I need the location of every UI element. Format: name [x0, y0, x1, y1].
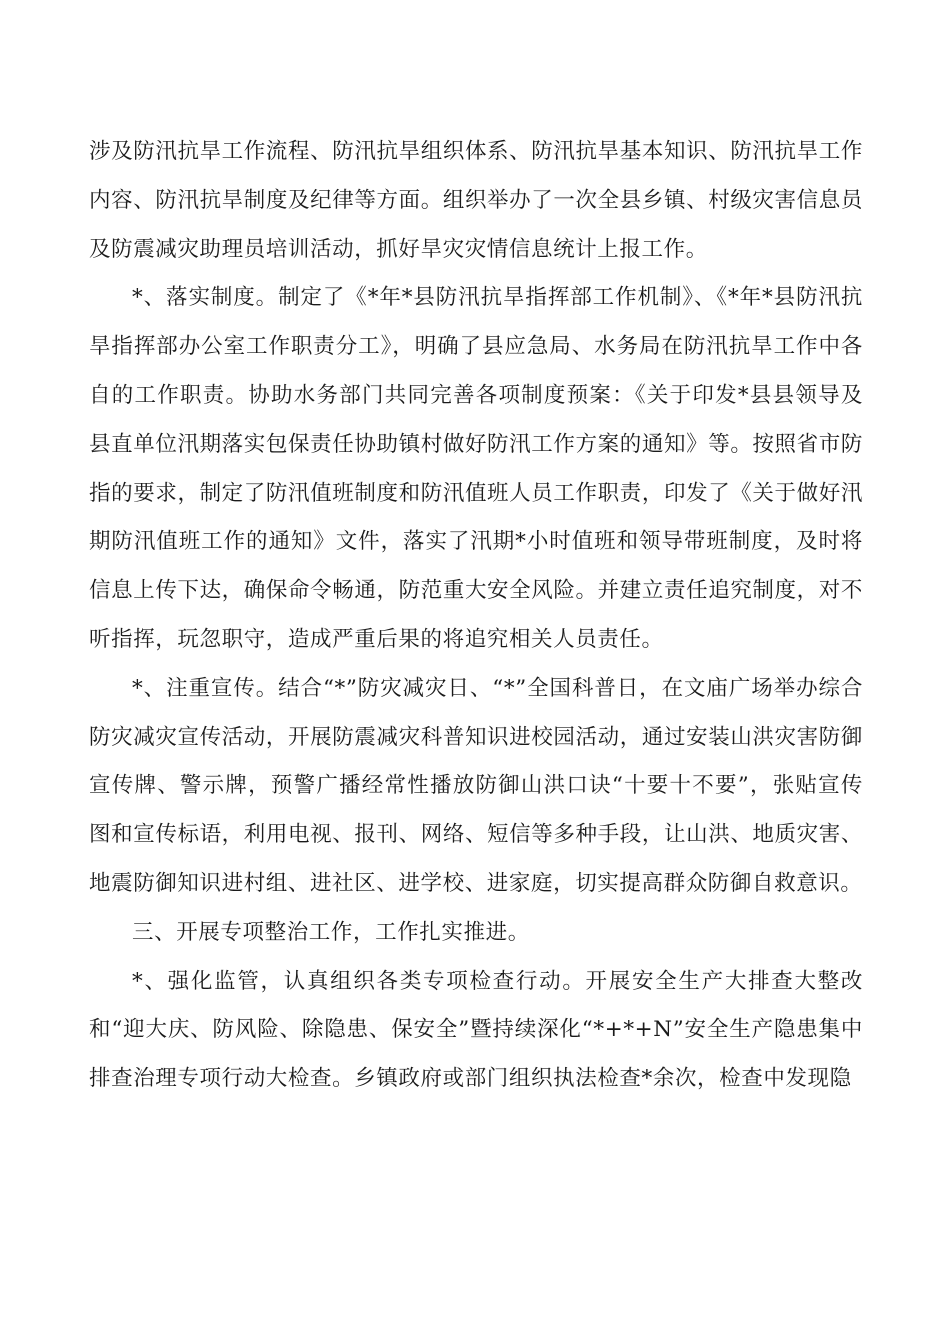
document-body	[89, 128, 863, 1104]
paragraph-continued: 涉及防汛抗旱工作流程、防汛抗旱组织体系、防汛抗旱基本知识、防汛抗旱工作内容、防汛抗旱制度及纪律等方面。组织举办了一次全县乡镇、村级灾害信息员及防震减灾助理员培训活动，抓好旱灾灾情信息统计上报工作。	[89, 139, 863, 262]
section-heading-special-rectification: 三、开展专项整治工作，工作扎实推进。	[132, 919, 530, 945]
paragraph-supervision: *、强化监管，认真组织各类专项检查行动。开展安全生产大排查大整改和“迎大庆、防风险、除隐患、保安全”暨持续深化“*+*+N”安全生产隐患集中排查治理专项行动大检查。乡镇政府或部门组织执法检查*余次，检查中发现隐	[89, 968, 863, 1092]
paragraph-implement-system: *、落实制度。制定了《*年*县防汛抗旱指挥部工作机制》、《*年*县防汛抗旱指挥部办公室工作职责分工》，明确了县应急局、水务局在防汛抗旱工作中各自的工作职责。协助水务部门共同完善各项制度预案：《关于印发*县县领导及县直单位汛期落实包保责任协助镇村做好防汛工作方案的通知》等。按照省市防指的要求，制定了防汛值班制度和防汛值班人员工作职责，印发了《关于做好汛期防汛值班工作的通知》文件，落实了汛期*小时值班和领导带班制度，及时将信息上传下达，确保命令畅通，防范重大安全风险。并建立责任追究制度，对不听指挥，玩忽职守，造成严重后果的将追究相关人员责任。	[89, 285, 863, 652]
paragraph-publicity: *、注重宣传。结合“*”防灾减灾日、“*”全国科普日，在文庙广场举办综合防灾减灾宣传活动，开展防震减灾科普知识进校园活动，通过安装山洪灾害防御宣传牌、警示牌，预警广播经常性播放防御山洪口诀“十要十不要”，张贴宣传图和宣传标语，利用电视、报刊、网络、短信等多种手段，让山洪、地质灾害、地震防御知识进村组、进社区、进学校、进家庭，切实提高群众防御自救意识。	[89, 675, 863, 896]
